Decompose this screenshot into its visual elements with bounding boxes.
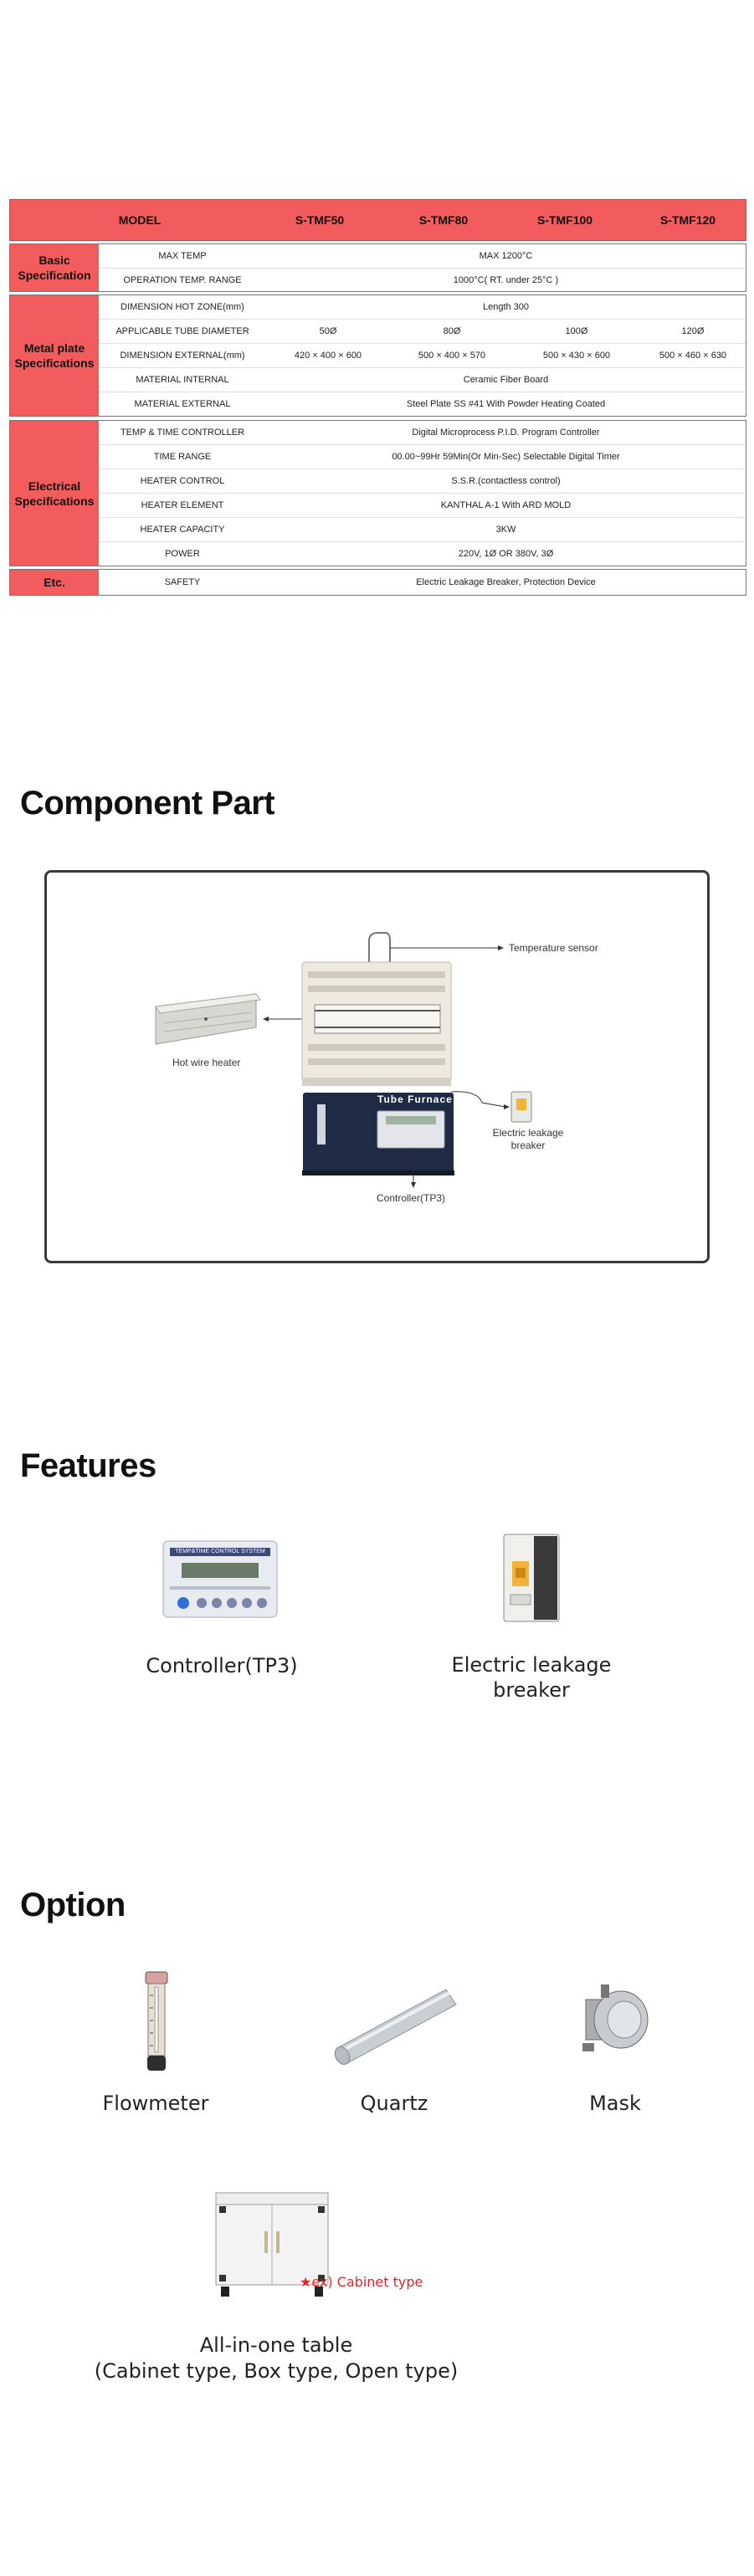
spec-row: [99, 368, 746, 392]
row-value: 00.00~99Hr 59Min(Or Min-Sec) Selectable Digital Timer: [392, 452, 620, 462]
row-value: Steel Plate SS #41 With Powder Heating Coated: [406, 399, 606, 409]
row-label: APPLICABLE TUBE DIAMETER: [115, 326, 249, 336]
option-caption-mask: Mask: [589, 2092, 641, 2115]
breaker-caption-line2: breaker: [493, 1678, 570, 1702]
etc-spec-label: Etc.: [10, 570, 99, 595]
electric-leakage-breaker-image: [500, 1531, 562, 1625]
hot-wire-heater-image: [156, 994, 260, 1044]
row-value: 500 × 430 × 600: [542, 351, 611, 361]
component-diagram: [44, 870, 710, 1263]
controller-panel-text: TEMP&TIME CONTROL SYSTEM: [175, 1549, 265, 1554]
leakage-label-line2: breaker: [510, 1139, 546, 1151]
spec-row: [99, 494, 746, 518]
row-value: 500 × 460 × 630: [659, 351, 727, 361]
spec-table-header: [9, 199, 746, 241]
spec-row: [99, 320, 746, 344]
row-label: MATERIAL EXTERNAL: [134, 399, 231, 409]
feature-caption-breaker: [427, 1652, 636, 1703]
electrical-spec-label: Electrical Specifications: [10, 421, 99, 566]
row-label: OPERATION TEMP. RANGE: [123, 275, 242, 285]
spec-row: [99, 542, 746, 566]
row-value: Ceramic Fiber Board: [463, 375, 549, 385]
spec-row: [99, 421, 746, 445]
row-label: DIMENSION EXTERNAL(mm): [120, 351, 245, 361]
component-part-title: Component Part: [20, 785, 275, 822]
row-value: MAX 1200°C: [479, 251, 533, 261]
metal-spec-group: [9, 294, 746, 417]
row-value: 3KW: [495, 525, 516, 535]
cabinet-type-tag: ★ex) Cabinet type: [300, 2274, 423, 2290]
model-s-tmf80: S-TMF80: [418, 213, 469, 227]
features-title: Features: [20, 1447, 156, 1484]
row-value: KANTHAL A-1 With ARD MOLD: [440, 500, 572, 510]
hot-wire-heater-label: Hot wire heater: [172, 1057, 241, 1068]
etc-spec-group: [9, 569, 746, 596]
mask-flange-image: [577, 1983, 653, 2058]
spec-row: [99, 269, 746, 293]
row-label: HEATER ELEMENT: [141, 500, 224, 510]
row-label: DIMENSION HOT ZONE(mm): [121, 302, 244, 312]
controller-tp3-image: [162, 1539, 279, 1619]
spec-row: [99, 518, 746, 542]
table-caption-line1: All-in-one table: [199, 2333, 353, 2357]
table-caption-line2: (Cabinet type, Box type, Open type): [94, 2359, 459, 2383]
row-value: 80Ø: [443, 326, 461, 336]
controller-tp3-label: Controller(TP3): [377, 1192, 446, 1204]
option-title: Option: [20, 1887, 126, 1923]
quartz-tube-image: [329, 1983, 463, 2066]
spec-row: [99, 469, 746, 494]
tube-furnace-brand: Tube Furnace: [377, 1093, 453, 1105]
model-s-tmf100: S-TMF100: [536, 213, 593, 227]
spec-row: [99, 244, 746, 269]
option-caption-all-in-one-table: [84, 2333, 469, 2384]
option-caption-quartz: Quartz: [360, 2092, 428, 2115]
row-value: S.S.R.(contactless control): [451, 476, 561, 486]
electric-leakage-breaker-label: [482, 1127, 574, 1152]
temperature-sensor-label: Temperature sensor: [509, 942, 598, 954]
row-value: Electric Leakage Breaker, Protection Device: [416, 577, 596, 587]
row-value: 420 × 400 × 600: [294, 351, 362, 361]
row-label: HEATER CONTROL: [140, 476, 225, 486]
row-value: Length 300: [482, 302, 530, 312]
row-value: 120Ø: [681, 326, 705, 336]
row-label: MATERIAL INTERNAL: [136, 375, 229, 385]
model-s-tmf50: S-TMF50: [295, 213, 345, 227]
spec-row: [99, 392, 746, 417]
model-s-tmf120: S-TMF120: [659, 213, 716, 227]
breaker-caption-line1: Electric leakage: [451, 1653, 612, 1677]
leakage-label-line1: Electric leakage: [492, 1127, 564, 1139]
row-value: 500 × 400 × 570: [418, 351, 486, 361]
row-value: 50Ø: [319, 326, 337, 336]
basic-spec-label: Basic Specification: [10, 244, 99, 291]
metal-spec-label: Metal plate Specifications: [10, 295, 99, 416]
basic-spec-group: [9, 243, 746, 292]
row-label: TIME RANGE: [153, 452, 212, 462]
breaker-small-image: [511, 1092, 531, 1122]
row-label: HEATER CAPACITY: [140, 525, 225, 535]
row-value: 220V, 1Ø OR 380V, 3Ø: [458, 549, 554, 559]
row-label: TEMP & TIME CONTROLLER: [120, 428, 245, 438]
row-value: 1000°C( RT. under 25°C ): [453, 275, 559, 285]
feature-caption-controller: Controller(TP3): [146, 1654, 298, 1677]
row-label: POWER: [165, 549, 200, 559]
spec-row: [99, 344, 746, 368]
spec-row: [99, 571, 746, 595]
row-value: 100Ø: [565, 326, 588, 336]
flowmeter-image: [141, 1970, 172, 2075]
row-label: MAX TEMP: [158, 251, 207, 261]
model-header-label: MODEL: [118, 213, 162, 227]
spec-row: [99, 445, 746, 469]
row-label: SAFETY: [164, 577, 201, 587]
furnace-body-image: [302, 962, 451, 1086]
row-value: Digital Microprocess P.I.D. Program Controller: [412, 428, 600, 438]
spec-row: [99, 295, 746, 320]
electrical-spec-group: [9, 420, 746, 566]
option-caption-flowmeter: Flowmeter: [102, 2092, 209, 2115]
